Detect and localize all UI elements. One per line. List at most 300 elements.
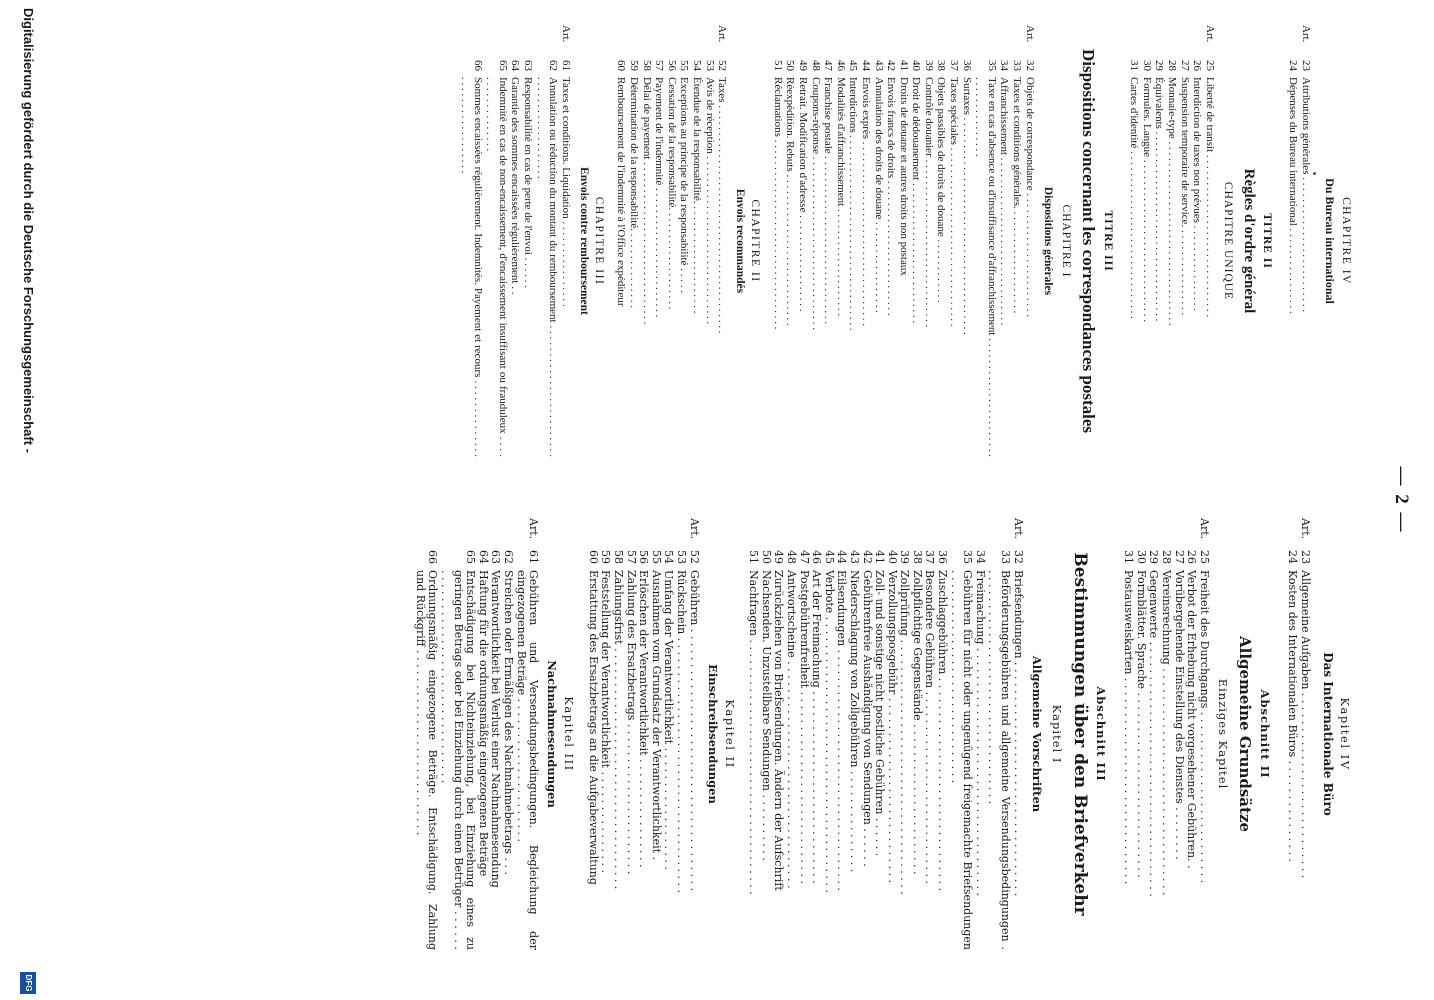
article-number: 29 (1147, 550, 1161, 564)
toc-entry (559, 25, 572, 457)
entry-title: Zurückziehen von Briefsendungen. Ändern der Aufschrift (772, 570, 786, 891)
article-number: 51 (771, 60, 784, 71)
entry-title: Niederschlagung von Zollgebühren . . . . . . . . . . . . . . . (847, 570, 861, 873)
toc-entry (687, 518, 700, 950)
entry-title: Formules. Langue . . . . . . . . . . . . . . . . . . . . . . . . . . . . . . (1140, 77, 1153, 323)
article-number: 38 (910, 550, 924, 564)
toc-entry (1197, 518, 1210, 950)
entry-title: Beförderungsgebühren und allgemeine Versendungsbedingungen . . . . . . . . . . . . . . . . . . . . . . . . . . . . . . . . . . . (986, 570, 1013, 950)
article-number: 64 (509, 60, 522, 71)
article-number: 34 (973, 550, 987, 564)
toc-entry (615, 25, 628, 457)
article-number: 26 (1191, 60, 1204, 71)
article-prefix: Art. (1299, 518, 1312, 540)
entry-title: Taxes spéciales . . . . . . . . . . . . . . . . . . . . . . . . . . . . . . . . . (948, 77, 961, 327)
entry-title: Taxes . . . . . . . . . . . . . . . . . . . . . . . . . . . . . . . . . . . . . . . . . . (716, 77, 729, 334)
toc-entry (1147, 518, 1160, 950)
entry-title: Taxe en cas d'absence ou d'insuffisance d'affranchissement . . . . . . . . . . . . . . . . . . . . . . . . . . . . . . . . . . . . . (973, 77, 998, 457)
chapter-subtitle: Envois recommandés (734, 188, 747, 294)
article-number: 35 (985, 60, 998, 71)
article-number: 65 (464, 550, 478, 564)
entry-list (1287, 25, 1312, 457)
article-number: 33 (1011, 60, 1024, 71)
entry-title: Verbote . . . . . . . . . . . . . . . . . . . . . . . . . . . . . . . . . . . . . . . . (822, 570, 836, 894)
toc-entry (653, 25, 666, 457)
entry-title: Erlöschen der Verantwortlichkeit . . . . . . . . . . . . . . . . (637, 570, 651, 868)
toc-entry (771, 25, 784, 457)
toc-entry (534, 25, 559, 457)
toc-entry (847, 518, 860, 950)
toc-entry (674, 518, 687, 950)
french-column (32, 25, 1362, 457)
entry-title: Réclamations . . . . . . . . . . . . . . . . . . . . . . . . . . . . . . . . . . . (771, 77, 784, 330)
article-number: 56 (665, 60, 678, 71)
entry-title: Dépenses du Bureau international . . . . . . . . . . . . . . . . (1287, 77, 1300, 314)
entry-title: Gebühren . . . . . . . . . . . . . . . . . . . . . . . . . . . . . . . . . . . . . . (687, 570, 701, 892)
toc-entry (662, 518, 675, 950)
article-number: 61 (559, 60, 572, 71)
article-number: 63 (522, 60, 535, 71)
article-number: 55 (678, 60, 691, 71)
article-number: 27 (1178, 60, 1191, 71)
chapter-subtitle: Nachnahmesendungen (545, 660, 560, 808)
entry-title: Étendue de la responsabilité. . . . . . . . . . . . . . . . . . . . . (691, 77, 703, 314)
article-number: 36 (960, 60, 973, 71)
article-number: 63 (489, 550, 503, 564)
entry-title: Cessation de la responsabilité. . . . . . . . . . . . . . . . . . . (665, 77, 678, 310)
toc-entry (1010, 25, 1023, 457)
entry-list (459, 25, 572, 457)
entry-title: Annulation ou réduction du montant du remboursement . . . . . . . . . . . . . . . . . . . . . . . . . . . . . . . . . . . . . . . . . . . (534, 77, 560, 457)
chapter-title: Das Internationale Büro (1321, 652, 1335, 816)
article-prefix: Art. (1197, 518, 1211, 540)
toc-entry (599, 518, 612, 950)
entry-title: Taxes et conditions générales. . . . . . . . . . . . . . . . . . . . (1011, 77, 1024, 314)
article-number: 25 (1203, 60, 1216, 71)
article-number: 54 (662, 550, 676, 564)
entry-title: Allgemeine Aufgaben . . . . . . . . . . . . . . . . . . . . . . . . . . . (1299, 570, 1312, 879)
toc-entry (847, 25, 860, 457)
entry-title: Postgebührenfreiheit . . . . . . . . . . . . . . . . . . . . . . . . . . . . (797, 570, 811, 884)
toc-entry (716, 25, 729, 457)
entry-title: Art der Freimachung . . . . . . . . . . . . . . . . . . . . . . . . . . . . (810, 570, 824, 884)
article-number: 35 (961, 550, 975, 564)
article-number: 53 (675, 550, 688, 564)
toc-entry (521, 25, 534, 457)
article-number: 61 (527, 550, 541, 564)
toc-entry (501, 518, 514, 950)
toc-entry (948, 25, 961, 457)
article-number: 45 (822, 550, 836, 564)
toc-entry (1185, 518, 1198, 950)
toc-entry (923, 518, 936, 950)
toc-entry (759, 518, 772, 950)
titre-heading: TITRE II (1260, 213, 1273, 269)
toc-entry (897, 25, 910, 457)
toc-entry (885, 25, 898, 457)
toc-entry (1134, 518, 1147, 950)
entry-title: Responsabilité en cas de perte de l'envoi . . . . . . (522, 77, 535, 288)
article-number: 49 (796, 60, 809, 71)
entry-title: Indemnité en cas de non-encaissement, d'encaissement insuffisant ou frauduleux . . . . . . . . . . . . . . . . . . (484, 77, 509, 457)
entry-title: Nachfragen . . . . . . . . . . . . . . . . . . . . . . . . . . . . . . . . . . . . . (747, 570, 761, 895)
article-number: 52 (687, 550, 701, 564)
entry-title: Franchise postale . . . . . . . . . . . . . . . . . . . . . . . . . . . . . . . (822, 77, 835, 325)
toc-entry (439, 518, 477, 950)
article-number: 66 (426, 550, 440, 564)
toc-entry (1140, 25, 1153, 457)
entry-title: Umfang der Verantwortlichkeit . . . . . . . . . . . . . . . . . . (662, 570, 676, 871)
article-number: 23 (1299, 550, 1312, 564)
article-number: 49 (772, 550, 786, 564)
chapter-heading: Kapitel I (1049, 704, 1064, 764)
entry-title: Annulation des droits de douane . . . . . . . . . . . . . . . . . (872, 77, 885, 313)
titre-title: Dispositions concernant les correspondances postales (1078, 48, 1098, 434)
toc-entry (948, 518, 973, 950)
article-number: 53 (703, 60, 716, 71)
toc-entry (885, 518, 898, 950)
article-number: 40 (910, 60, 923, 71)
toc-entry (873, 518, 886, 950)
entry-title: Droits de douane et autres droits non postaux (897, 77, 910, 276)
entry-title: Envois exprès . . . . . . . . . . . . . . . . . . . . . . . . . . . . . . . . . . (859, 77, 872, 327)
entry-title: Suspension temporaire de service. . . . . . . . . . . . . . . . . (1178, 77, 1191, 316)
entry-title: Liberté de transit . . . . . . . . . . . . . . . . . . . . . . . . . . . . . . (1203, 77, 1216, 318)
entry-title: Sommes encaissées régulièrement. Indemnités. Payement et recours . . . . . . . . . . . . . . . . . . . . . . . . . . . . . . . . (459, 77, 484, 457)
entry-title: Zahlungsfrist . . . . . . . . . . . . . . . . . . . . . . . . . . . . . . . . . . . (612, 570, 626, 890)
toc-entry (936, 518, 949, 950)
article-prefix: Art. (527, 518, 541, 540)
entry-title: Objets de correspondance . . . . . . . . . . . . . . . . . . . . . . . (1023, 77, 1036, 318)
entry-title: Monnaie-type . . . . . . . . . . . . . . . . . . . . . . . . . . . . . . . . . . (1166, 77, 1179, 326)
entry-title: Gebührenfreie Aushändigung von Sendungen . . . . . . (860, 570, 874, 867)
chapter-subtitle: Dispositions générales (1041, 186, 1054, 296)
toc-entry (910, 25, 923, 457)
entry-title: Coupons-réponse . . . . . . . . . . . . . . . . . . . . . . . . . . . . . . . . (809, 77, 822, 330)
entry-title: Erstattung des Ersatzbetrags an die Aufgabeverwaltung (586, 570, 600, 885)
article-number: 41 (873, 550, 887, 564)
article-number: 38 (935, 60, 948, 71)
entry-title: Équivalents . . . . . . . . . . . . . . . . . . . . . . . . . . . . . . . . . . . (1153, 77, 1166, 322)
entry-title: Zuschlaggebühren . . . . . . . . . . . . . . . . . . . . . . . . . . . . . . . (936, 570, 950, 892)
toc-entry (1299, 25, 1312, 457)
article-prefix: Art. (1203, 25, 1216, 43)
article-number: 62 (547, 60, 560, 71)
toc-entry (484, 25, 509, 457)
article-number: 44 (859, 60, 872, 71)
toc-entry (1011, 518, 1024, 950)
toc-entry (678, 25, 691, 457)
abschnitt-title: Bestimmungen über den Briefverkehr (1069, 552, 1090, 916)
article-number: 59 (628, 60, 641, 71)
article-number: 65 (496, 60, 509, 71)
toc-entry (747, 518, 760, 950)
toc-entry (784, 25, 797, 457)
entry-list (586, 518, 699, 950)
entry-title: Zoll- und sonstige nicht postliche Gebühren . . . . . . (873, 570, 887, 857)
article-number: 59 (599, 550, 613, 564)
article-prefix: Art. (687, 518, 701, 540)
article-number: 25 (1197, 550, 1211, 564)
article-number: 58 (612, 550, 626, 564)
chapter-subtitle: Envois contre remboursement (577, 167, 590, 315)
toc-entry (459, 25, 484, 457)
article-number: 27 (1172, 550, 1186, 564)
toc-entry (872, 25, 885, 457)
toc-entry (898, 518, 911, 950)
titre-title: Règles d'ordre général (1240, 168, 1257, 314)
toc-entry (973, 518, 986, 950)
entry-title: Payement de l'indemnité . . . . . . . . . . . . . . . . . . . . . . . . (653, 77, 666, 318)
entry-title: Délai de payement . . . . . . . . . . . . . . . . . . . . . . . . . . . . . . (640, 77, 653, 325)
entry-title: Entschädigung bei Nichteinziehung, bei Einziehung eines zu geringen Betrags oder bei Einziehung durch einen Betrüger . . . . . . . . . . . . . . . . . . . . . . . . . . . . . . . . . . . . . (439, 570, 478, 950)
page-number: — 2 — (1391, 466, 1412, 534)
entry-title: Avis de réception . . . . . . . . . . . . . . . . . . . . . . . . . . . . . . . (703, 77, 716, 325)
entry-title: Feststellung der Verantwortlichkeit . . . . . . . . . . . . . . . (599, 570, 613, 874)
chapter-heading: Kapitel III (562, 696, 577, 772)
article-number: 31 (1122, 550, 1136, 564)
entry-title: Attributions générales . . . . . . . . . . . . . . . . . . . . . . . . . (1300, 77, 1312, 312)
chapter-subtitle: Einschreibsendungen (705, 664, 720, 804)
chapter-heading: CHAPITRE UNIQUE (1221, 181, 1234, 301)
entry-title: Affranchissement . . . . . . . . . . . . . . . . . . . . . . . . . . . . . . . (998, 77, 1011, 326)
article-number: 39 (922, 60, 935, 71)
article-prefix: Art. (1023, 25, 1036, 43)
article-number: 50 (759, 550, 773, 564)
article-number: 55 (649, 550, 663, 564)
entry-title: Interdictions . . . . . . . . . . . . . . . . . . . . . . . . . . . . . . . . . . . . (847, 77, 860, 331)
chapter-heading: Kapitel IV (1338, 697, 1352, 771)
toc-entry (1298, 518, 1311, 950)
chapter-heading: CHAPITRE II (749, 199, 762, 283)
article-prefix: Art. (1011, 518, 1025, 540)
article-number: 34 (998, 60, 1011, 71)
article-number: 28 (1166, 60, 1179, 71)
article-number: 48 (784, 550, 798, 564)
article-number: 30 (1140, 60, 1153, 71)
entry-list (771, 25, 1035, 457)
article-number: 52 (716, 60, 729, 71)
toc-entry (1159, 518, 1172, 950)
entry-title: Gebühren für nicht oder ungenügend freigemachte Briefsendungen . . . . . . . . . . . . . . . . . . . . . . . . . . . . . . . (948, 570, 975, 950)
chapter-heading: Einziges Kapitel (1215, 678, 1230, 790)
article-number: 40 (885, 550, 899, 564)
toc-entry (1122, 518, 1135, 950)
toc-entry (627, 25, 640, 457)
entry-list (615, 25, 728, 457)
toc-entry (665, 25, 678, 457)
toc-entry (1128, 25, 1141, 457)
article-number: 24 (1286, 550, 1300, 564)
entry-title: Réexpédition. Rebuts . . . . . . . . . . . . . . . . . . . . . . . . . . . . (784, 77, 797, 326)
toc-entry (1165, 25, 1178, 457)
article-number: 42 (885, 60, 898, 71)
entry-title: Exceptions au principe de la responsabilité . . . . . (678, 77, 691, 293)
toc-entry (860, 518, 873, 950)
article-number: 60 (586, 550, 600, 564)
article-number: 46 (810, 550, 824, 564)
article-number: 41 (897, 60, 910, 71)
entry-title: Objets passibles de droits de douane . . . . . . . . . . . . (935, 77, 948, 303)
article-prefix: Art. (716, 25, 729, 43)
toc-entry (784, 518, 797, 950)
digitization-notice: Digitalisierung gefördert durch die Deutsche Forschungsgemeinschaft - (21, 8, 36, 453)
entry-title: Verbot der Erhebung nicht vorgesehener Gebühren. . (1185, 570, 1199, 869)
entry-title: Eilsendungen . . . . . . . . . . . . . . . . . . . . . . . . . . . . . . . . . . . (835, 570, 849, 891)
toc-entry (476, 518, 489, 950)
entry-title: Gebühren und Versendungsbedingungen. Begleichung der eingezogenen Beträge . . . . . . . . . . . . . . . . . . . . . (514, 570, 541, 950)
article-number: 30 (1134, 550, 1148, 564)
entry-title: Verantwortlichkeit bei Verlust einer Nachnahmesendung (489, 570, 503, 888)
toc-entry (859, 25, 872, 457)
toc-entry (489, 518, 502, 950)
toc-entry (809, 25, 822, 457)
toc-entry (1153, 25, 1166, 457)
article-number: 33 (999, 550, 1013, 564)
toc-entry (810, 518, 823, 950)
chapter-heading: CHAPITRE IV (1340, 197, 1352, 285)
toc-entry (797, 518, 810, 950)
toc-entry (910, 518, 923, 950)
toc-entry (1023, 25, 1036, 457)
german-column (32, 518, 1362, 950)
toc-entry (1178, 25, 1191, 457)
toc-entry (637, 518, 650, 950)
article-number: 45 (847, 60, 860, 71)
article-prefix: Art. (559, 25, 572, 43)
toc-entry (935, 25, 948, 457)
toc-entry (640, 25, 653, 457)
article-number: 26 (1185, 550, 1199, 564)
toc-entry (835, 518, 848, 950)
chapter-subtitle: Allgemeine Vorschriften (1029, 655, 1044, 813)
abschnitt-heading: Abschnitt III (1093, 686, 1108, 782)
entry-title: Streichen oder Ermäßigen des Nachnahmebetrags . . . (502, 570, 516, 876)
toc-entry (514, 518, 539, 950)
article-number: 28 (1160, 550, 1174, 564)
entry-title: Briefsendungen . . . . . . . . . . . . . . . . . . . . . . . . . . . . . . . . . . (1011, 570, 1025, 897)
entry-title: Rückschein . . . . . . . . . . . . . . . . . . . . . . . . . . . . . . . . . . . . . (675, 570, 688, 893)
entry-title: Haftung für die ordnungsmäßig eingezogenen Beträge (476, 570, 490, 877)
article-number: 37 (948, 60, 961, 71)
entry-title: Cartes d'identité . . . . . . . . . . . . . . . . . . . . . . . . . . . . . . . (1128, 77, 1141, 319)
entry-title: Vereinsrechnung . . . . . . . . . . . . . . . . . . . . . . . . . . . . . . . . . (1160, 570, 1174, 896)
article-number: 32 (1023, 60, 1036, 71)
toc-entry (703, 25, 716, 457)
article-number: 29 (1153, 60, 1166, 71)
article-number: 60 (615, 60, 628, 71)
article-number: 54 (691, 60, 703, 71)
entry-title: Formblätter. Sprache . . . . . . . . . . . . . . . . . . . . . . . . . . . (1134, 570, 1148, 878)
entry-title: Surtaxes . . . . . . . . . . . . . . . . . . . . . . . . . . . . . . . . . . . . . . . . (960, 77, 973, 335)
entry-title: Zollpflichtige Gegenstände . . . . . . . . . . . . . . . . . . . . . . (910, 570, 924, 875)
toc-entry (772, 518, 785, 950)
entry-list (1128, 25, 1216, 457)
article-prefix: Art. (1300, 25, 1312, 43)
article-number: 47 (822, 60, 835, 71)
article-number: 58 (640, 60, 653, 71)
toc-entry (509, 25, 522, 457)
entry-title: Besondere Gebühren . . . . . . . . . . . . . . . . . . . . . . . . . . . . (923, 570, 937, 884)
chapter-title: Du Bureau international (1323, 178, 1337, 304)
entry-title: Ausnahmen vom Grundsatz der Verantwortlichkeit . (649, 570, 663, 861)
entry-title: Taxes et conditions. Liquidation . . . . . . . . . . . . . . . . (559, 77, 572, 307)
article-number: 44 (835, 550, 849, 564)
entry-title: Nachsenden. Unzustellbare Sendungen . . . . . . . . . . (759, 570, 773, 861)
entry-title: Zahlung des Ersatzbetrags . . . . . . . . . . . . . . . . . . . . . . (624, 570, 638, 875)
toc-entry (822, 518, 835, 950)
toc-entry (690, 25, 703, 457)
toc-entry (834, 25, 847, 457)
entry-title: Freimachung . . . . . . . . . . . . . . . . . . . . . . . . . . . . . . . . . . . . (973, 570, 987, 897)
toc-entry (1191, 25, 1204, 457)
article-number: 23 (1300, 60, 1312, 71)
article-number: 43 (847, 550, 861, 564)
toc-entry (1286, 518, 1299, 950)
entry-title: Kosten des Internationalen Büros . . . . . . . . . . . . . . . (1286, 570, 1300, 863)
article-number: 39 (898, 550, 912, 564)
entry-title: Retrait. Modification d'adresse . . . . . . . . . . . . . . . . . . (796, 77, 809, 312)
toc-entry (624, 518, 637, 950)
abschnitt-title: Allgemeine Grundsätze (1235, 635, 1254, 833)
article-number: 64 (476, 550, 490, 564)
entry-title: Zollprüfung . . . . . . . . . . . . . . . . . . . . . . . . . . . . . . . . . . . . . (898, 570, 912, 895)
toc-entry (822, 25, 835, 457)
toc-entry (960, 25, 973, 457)
toc-entry (986, 518, 1011, 950)
entry-title: Postausweiskarten . . . . . . . . . . . . . . . . . . . . . . . . . . . . . . (1122, 570, 1136, 885)
entry-title: Ordnungsmäßig eingezogene Beträge. Entschädigung. Zahlung und Rückgriff . . . . . . . . . . . . . . . . . . . . . . . . . . . (413, 570, 440, 950)
entry-title: Garantie des sommes encaissées régulièrement . . (509, 77, 522, 295)
toc-entry (1287, 25, 1300, 457)
article-number: 37 (923, 550, 937, 564)
entry-title: Détermination de la responsabilité. . . . . . . . . . . . . . . (628, 77, 641, 308)
article-number: 56 (637, 550, 651, 564)
titre-heading: TITRE III (1101, 210, 1114, 272)
dfg-logo: DFG (20, 972, 36, 994)
entry-title: Droit de dédouanement . . . . . . . . . . . . . . . . . . . . . . . . . . (910, 77, 923, 324)
abschnitt-heading: Abschnitt II (1257, 689, 1272, 779)
entry-title: Interdiction de taxes non prévues . . . . . . . . . . . . . . . . (1191, 77, 1204, 312)
entry-list (413, 518, 539, 950)
toc-entry (1203, 25, 1216, 457)
article-number: 31 (1128, 60, 1141, 71)
article-number: 47 (797, 550, 811, 564)
entry-title: Envois francs de droits . . . . . . . . . . . . . . . . . . . . . . . . . (885, 77, 898, 316)
article-number: 62 (502, 550, 516, 564)
article-number: 51 (747, 550, 761, 564)
toc-entry (973, 25, 998, 457)
toc-entry (1172, 518, 1185, 950)
article-number: 43 (872, 60, 885, 71)
entry-title: Freiheit des Durchgangs . . . . . . . . . . . . . . . . . . . . . . . . . (1197, 570, 1211, 884)
entry-title: Verzollungsposgebühr . . . . . . . . . . . . . . . . . . . . . . . . . . . (885, 570, 899, 884)
chapter-heading: CHAPITRE I (1059, 204, 1072, 278)
entry-title: Gegenwerte . . . . . . . . . . . . . . . . . . . . . . . . . . . . . . . . . . . . . (1147, 570, 1161, 897)
entry-title: Modalités d'affranchissement . . . . . . . . . . . . . . . . . . . . (834, 77, 847, 317)
toc-entry (649, 518, 662, 950)
toc-entry (796, 25, 809, 457)
toc-entry (611, 518, 624, 950)
entry-title: Vorübergehende Einstellung des Dienstes . . . . . . . . (1172, 570, 1186, 860)
article-number: 24 (1287, 60, 1300, 71)
entry-title: Antwortscheine . . . . . . . . . . . . . . . . . . . . . . . . . . . . . . . . . (784, 570, 798, 889)
article-number: 42 (860, 550, 874, 564)
entry-title: Remboursement de l'indemnité à l'Office expéditeur (615, 77, 628, 307)
article-number: 32 (1011, 550, 1025, 564)
entry-list (747, 518, 1024, 950)
article-number: 46 (834, 60, 847, 71)
